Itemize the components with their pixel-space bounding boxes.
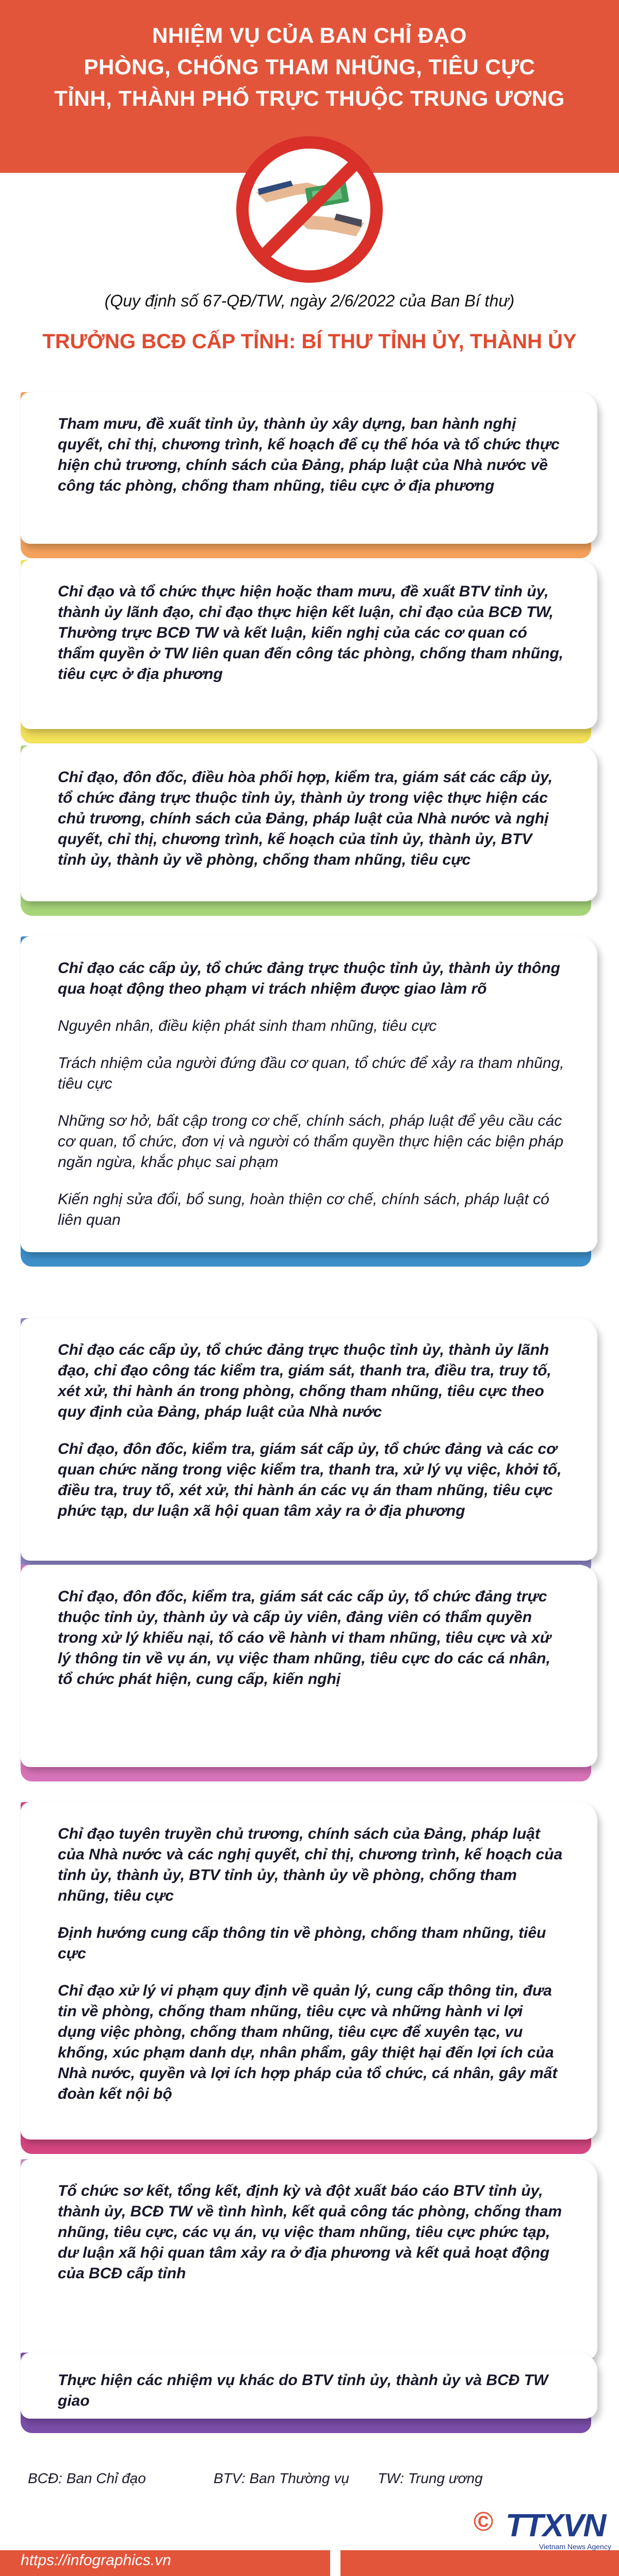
card-text: [58, 1586, 564, 1690]
no-bribery-icon: [235, 135, 384, 284]
card-accent-base: [21, 1250, 591, 1267]
card-text: [58, 2181, 564, 2284]
card-accent-base: [21, 542, 591, 558]
task-card: [21, 392, 597, 558]
task-card: [21, 746, 597, 916]
task-item: Kiến nghị sửa đổi, bổ sung, hoàn thiện cơ chế, chính sách, pháp luật có liên quan: [58, 1191, 549, 1228]
task-card: [21, 1802, 597, 2154]
task-card: [21, 560, 597, 743]
card-accent-base: [21, 2417, 591, 2433]
task-item: Những sơ hở, bất cập trong cơ chế, chính sách, pháp luật để yêu cầu các cơ quan, tổ chức, đơn vị và người có thẩm quyền thực hiện các biện pháp ngăn ngừa, khắc phục sai phạm: [58, 1112, 564, 1171]
section-heading: TRƯỞNG BCĐ CẤP TỈNH: BÍ THƯ TỈNH ỦY, THÀNH ỦY: [42, 330, 577, 353]
abbreviation-note: BCĐ: Ban Chỉ đạo: [28, 2470, 146, 2486]
task-card: [21, 936, 597, 1267]
task-item: Chỉ đạo, đôn đốc, điều hòa phối hợp, kiểm tra, giám sát các cấp ủy, tổ chức đảng trực thuộc tỉnh ủy, thành ủy trong việc thực hiện các chủ trương, chính sách của Đảng, pháp luật của Nhà nước và nghị quyết, chỉ thị, chương trình, kế hoạch của tỉnh ủy, thành ủy, BTV tỉnh ủy, thành ủy về phòng, chống tham nhũng, tiêu cực: [58, 769, 553, 868]
task-item: Chỉ đạo xử lý vi phạm quy định về quản lý, cung cấp thông tin, đưa tin về phòng, chống tham nhũng, tiêu cực và những hành vi lợi dụng việc phòng, chống tham nhũng, tiêu cực để xuyên tạc, vu khống, xúc phạm danh dự, nhân phẩm, gây thiệt hại đến lợi ích của Nhà nước, quyền và lợi ích hợp pháp của tổ chức, cá nhân, gây mất đoàn kết nội bộ: [58, 1982, 558, 2102]
task-item: Nguyên nhân, điều kiện phát sinh tham nhũng, tiêu cực: [58, 1017, 437, 1034]
task-item: Định hướng cung cấp thông tin về phòng, chống tham nhũng, tiêu cực: [58, 1924, 546, 1962]
copyright-icon: ©: [474, 2507, 494, 2537]
task-item: Trách nhiệm của người đứng đầu cơ quan, tổ chức để xảy ra tham nhũng, tiêu cực: [58, 1055, 564, 1092]
regulation-subtitle: (Quy định số 67-QĐ/TW, ngày 2/6/2022 của Ban Bí thư): [104, 291, 515, 310]
task-card: [21, 1565, 597, 1781]
title-line-1: NHIỆM VỤ CỦA BAN CHỈ ĐẠO: [152, 23, 467, 47]
task-item: Tham mưu, đề xuất tỉnh ủy, thành ủy xây dựng, ban hành nghị quyết, chỉ thị, chương trình, kế hoạch để cụ thể hóa và tổ chức thực hiện chủ trương, chính sách của Đảng, pháp luật của Nhà nước về công tác phòng, chống tham nhũng, tiêu cực ở địa phương: [58, 415, 560, 494]
card-text: [58, 958, 564, 1230]
ttxvn-logo: TTXVN: [506, 2508, 606, 2543]
abbreviation-notes: [28, 2470, 595, 2491]
title-line-3: TỈNH, THÀNH PHỐ TRỰC THUỘC TRUNG ƯƠNG: [54, 86, 565, 110]
card-accent-base: [21, 727, 591, 743]
page-title: [0, 20, 619, 114]
task-item: Thực hiện các nhiệm vụ khác do BTV tỉnh ủy, thành ủy và BCĐ TW giao: [58, 2372, 548, 2409]
abbreviation-note: BTV: Ban Thường vụ: [214, 2470, 349, 2486]
card-text: [58, 767, 564, 870]
card-accent-base: [21, 1765, 591, 1781]
task-card: [21, 1318, 597, 1575]
footer-band-right: [340, 2550, 619, 2576]
abbreviation-note: TW: Trung ương: [378, 2470, 483, 2486]
card-accent-base: [21, 2137, 591, 2154]
logo-subtitle: Vietnam News Agency: [539, 2542, 611, 2551]
task-item: Chỉ đạo các cấp ủy, tổ chức đảng trực thuộc tỉnh ủy, thành ủy lãnh đạo, chỉ đạo công tác kiểm tra, giám sát, thanh tra, điều tra, truy tố, xét xử, thi hành án trong phòng, chống tham nhũng, tiêu cực theo quy định của Đảng, pháp luật của Nhà nước: [58, 1341, 551, 1420]
task-item: Chỉ đạo, đôn đốc, kiểm tra, giám sát các cấp ủy, tổ chức đảng trực thuộc tỉnh ủy, thành ủy và cấp ủy viên, đảng viên có thẩm quyền trong xử lý khiếu nại, tố cáo về hành vi tham nhũng, tiêu cực và xử lý thông tin về vụ án, vụ việc tham nhũng, tiêu cực do các cá nhân, tổ chức phát hiện, cung cấp, kiến nghị: [58, 1588, 551, 1688]
footer-bar: [0, 2506, 619, 2576]
task-item: Chỉ đạo các cấp ủy, tổ chức đảng trực thuộc tỉnh ủy, thành ủy thông qua hoạt động theo phạm vi trách nhiệm được giao làm rõ: [58, 960, 560, 997]
card-text: [58, 414, 564, 496]
title-line-2: PHÒNG, CHỐNG THAM NHŨNG, TIÊU CỰC: [84, 55, 535, 79]
card-text: [58, 1824, 564, 2104]
task-card: [21, 2159, 597, 2375]
task-item: Chỉ đạo và tổ chức thực hiện hoặc tham mưu, đề xuất BTV tỉnh ủy, thành ủy lãnh đạo, chỉ đạo thực hiện kết luận, chỉ đạo của BCĐ TW, Thường trực BCĐ TW và kết luận, kiến nghị của các cơ quan có thẩm quyền ở TW liên quan đến công tác phòng, chống tham nhũng, tiêu cực ở địa phương: [58, 583, 564, 683]
card-accent-base: [21, 899, 591, 916]
website-link[interactable]: https://infographics.vn: [21, 2552, 171, 2569]
task-item: Tổ chức sơ kết, tổng kết, định kỳ và đột xuất báo cáo BTV tỉnh ủy, thành ủy, BCĐ TW về tình hình, kết quả công tác phòng, chống tham nhũng, tiêu cực, các vụ án, vụ việc tham nhũng, tiêu cực phức tạp, dư luận xã hội quan tâm xảy ra ở địa phương và kết quả hoạt động của BCĐ cấp tỉnh: [58, 2182, 562, 2282]
card-text: [58, 581, 564, 685]
card-text: [58, 1340, 564, 1521]
task-item: Chỉ đạo, đôn đốc, kiểm tra, giám sát cấp ủy, tổ chức đảng và các cơ quan chức năng trong việc kiểm tra, thanh tra, xử lý vụ việc, khởi tố, điều tra, truy tố, xét xử, thi hành án các vụ án tham nhũng, tiêu cực phức tạp, dư luận xã hội quan tâm xảy ra ở địa phương: [58, 1440, 562, 1519]
card-text: [58, 2370, 564, 2411]
task-card: [21, 2353, 597, 2433]
task-item: Chỉ đạo tuyên truyền chủ trương, chính sách của Đảng, pháp luật của Nhà nước và các nghị quyết, chỉ thị, chương trình, kế hoạch của tỉnh ủy, thành ủy, BTV tỉnh ủy, thành ủy về phòng, chống tham nhũng, tiêu cực: [58, 1825, 563, 1904]
